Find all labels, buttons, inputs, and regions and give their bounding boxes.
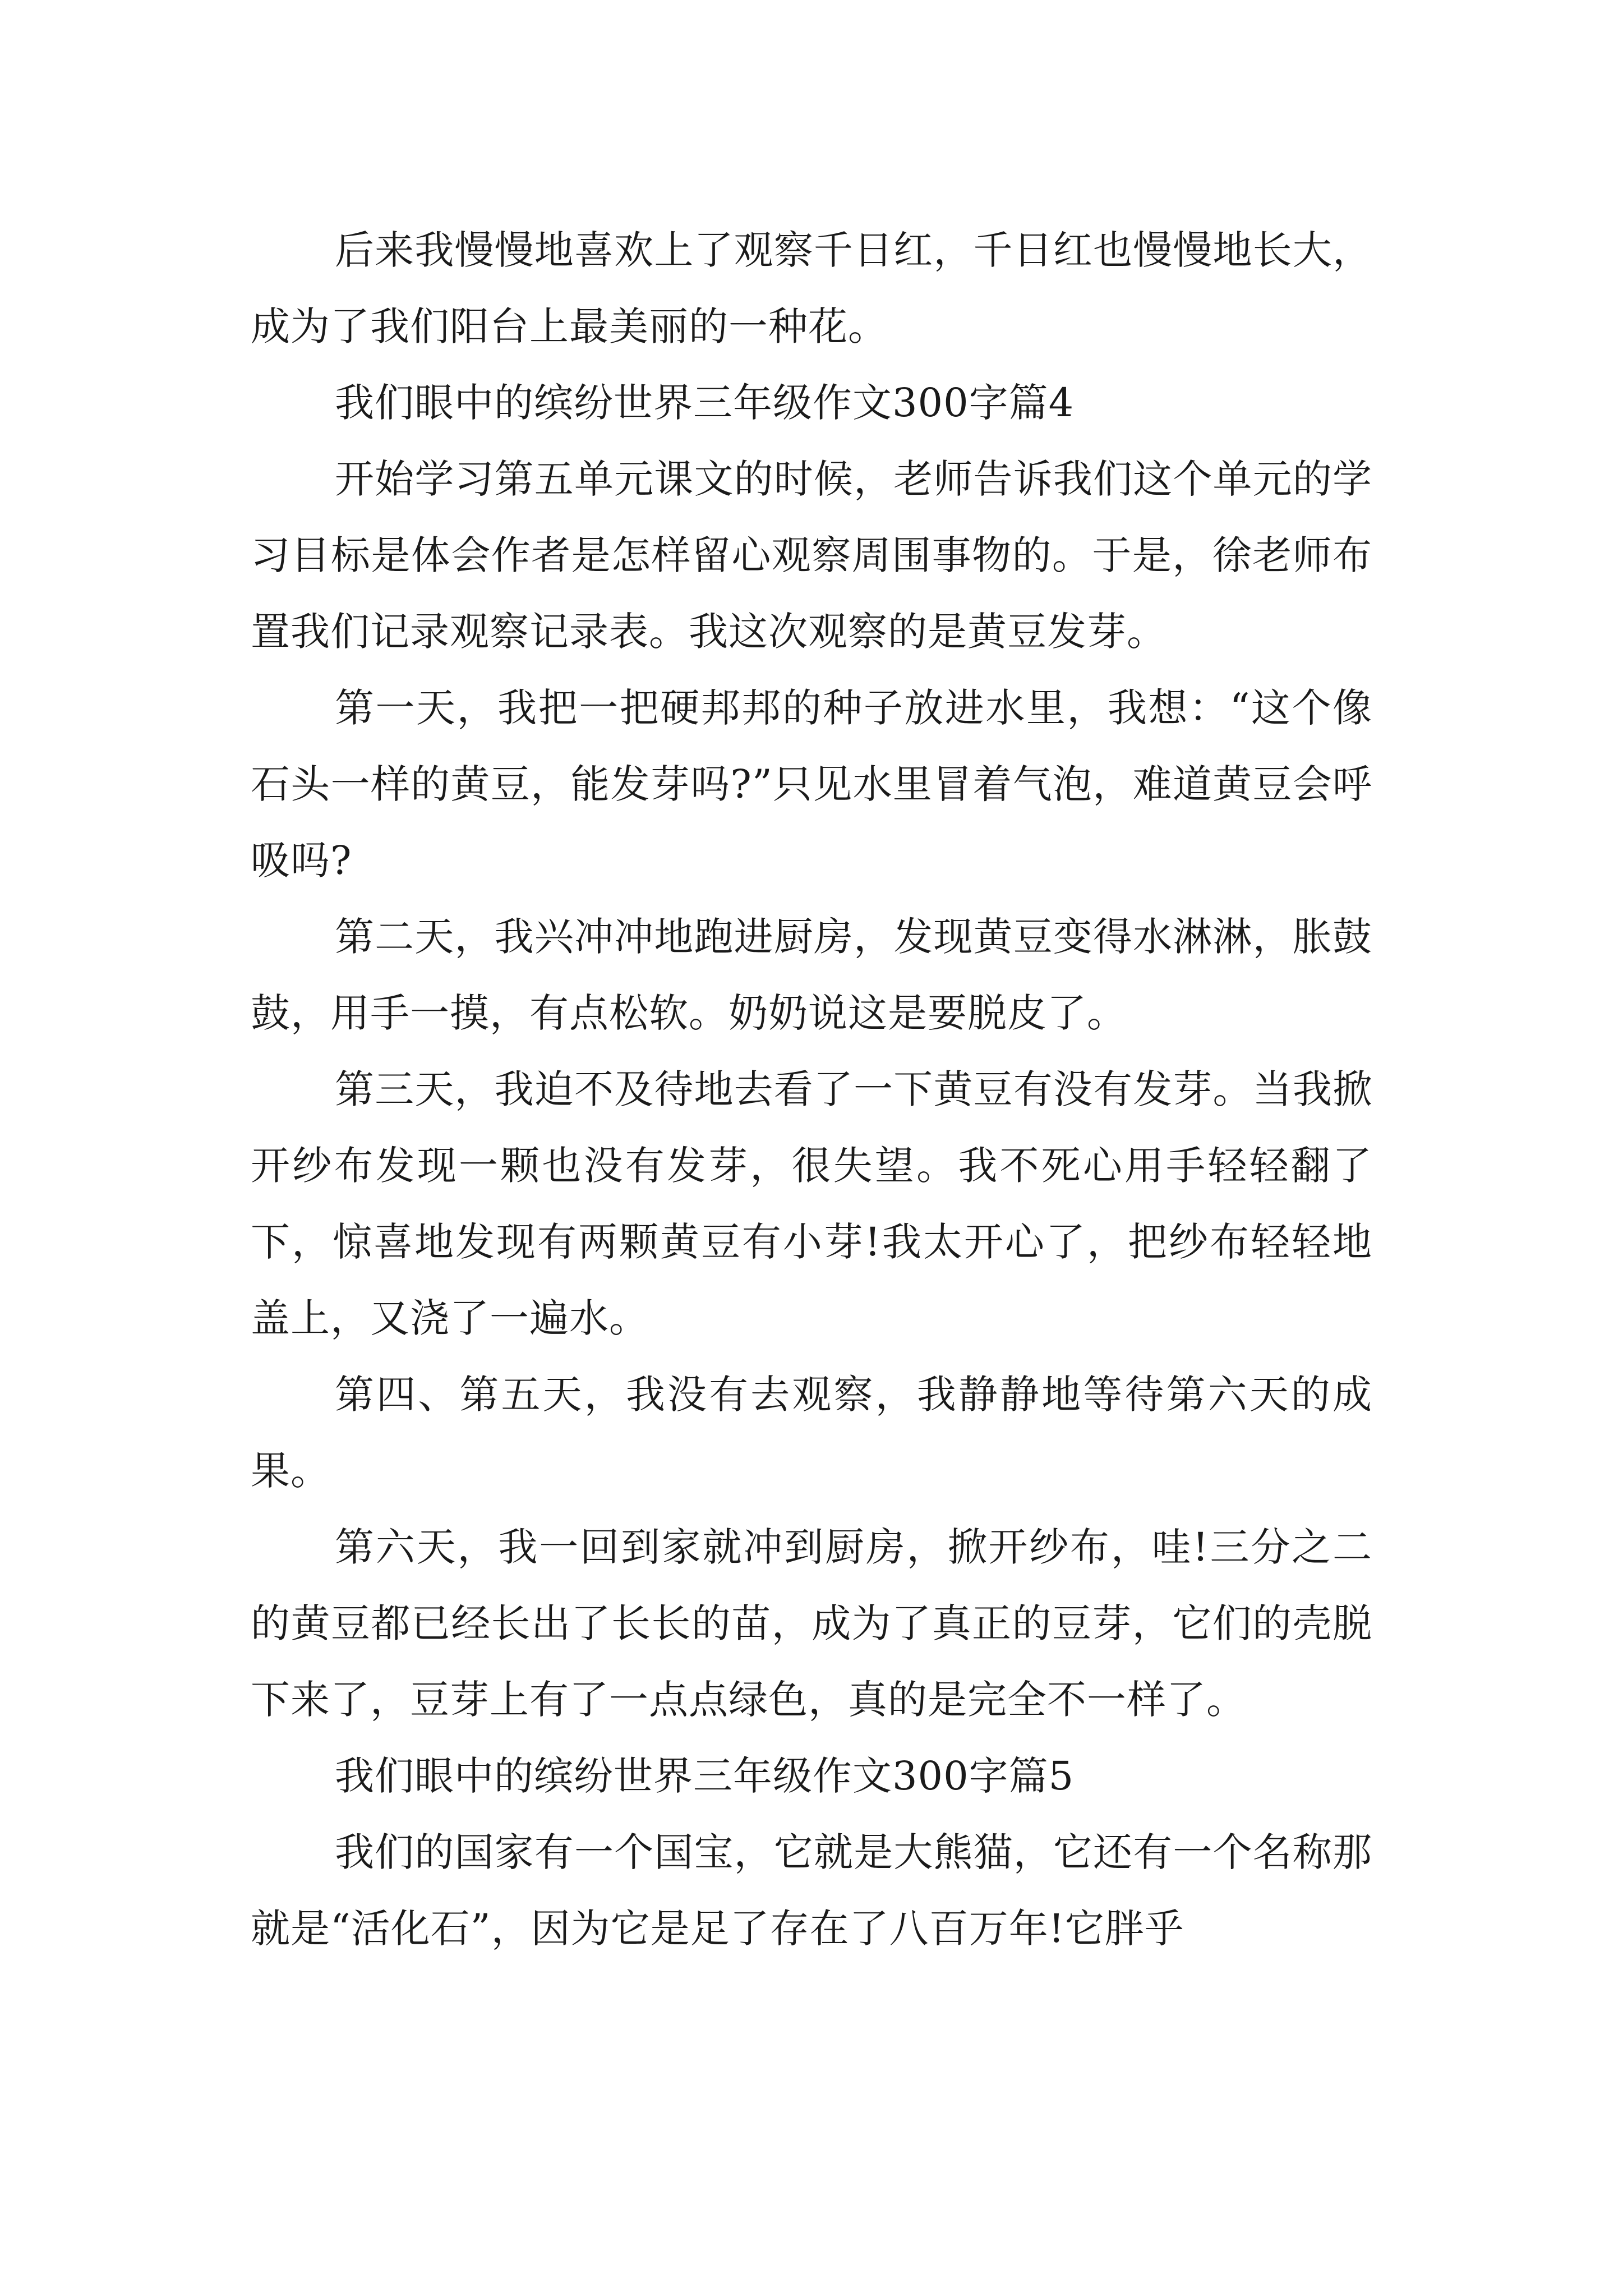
- paragraph-6: 第四、第五天，我没有去观察，我静静地等待第六天的成果。: [251, 1372, 1372, 1494]
- paragraph-4: 第二天，我兴冲冲地跑进厨房，发现黄豆变得水淋淋，胀鼓鼓，用手一摸，有点松软。奶奶说这是要脱皮了。: [251, 914, 1372, 1036]
- paragraph-1: 后来我慢慢地喜欢上了观察千日红，千日红也慢慢地长大，成为了我们阳台上最美丽的一种花。: [251, 227, 1372, 349]
- document-body: [251, 212, 1372, 1967]
- paragraph-3: 第一天，我把一把硬邦邦的种子放进水里，我想：“这个像石头一样的黄豆，能发芽吗?”只见水里冒着气泡，难道黄豆会呼吸吗?: [251, 685, 1372, 884]
- paragraph-8: 我们的国家有一个国宝，它就是大熊猫，它还有一个名称那就是“活化石”，因为它是足了存在了八百万年!它胖乎: [251, 1829, 1372, 1952]
- paragraph-2: 开始学习第五单元课文的时候，老师告诉我们这个单元的学习目标是体会作者是怎样留心观察周围事物的。于是，徐老师布置我们记录观察记录表。我这次观察的是黄豆发芽。: [251, 456, 1372, 655]
- section-heading-4: 我们眼中的缤纷世界三年级作文300字篇4: [335, 380, 1075, 426]
- paragraph-7: 第六天，我一回到家就冲到厨房，掀开纱布，哇!三分之二的黄豆都已经长出了长长的苗，成为了真正的豆芽，它们的壳脱下来了，豆芽上有了一点点绿色，真的是完全不一样了。: [251, 1524, 1372, 1723]
- section-heading-5: 我们眼中的缤纷世界三年级作文300字篇5: [335, 1753, 1075, 1799]
- paragraph-5: 第三天，我迫不及待地去看了一下黄豆有没有发芽。当我掀开纱布发现一颗也没有发芽，很失望。我不死心用手轻轻翻了下，惊喜地发现有两颗黄豆有小芽!我太开心了，把纱布轻轻地盖上，又浇了一遍水。: [251, 1066, 1372, 1341]
